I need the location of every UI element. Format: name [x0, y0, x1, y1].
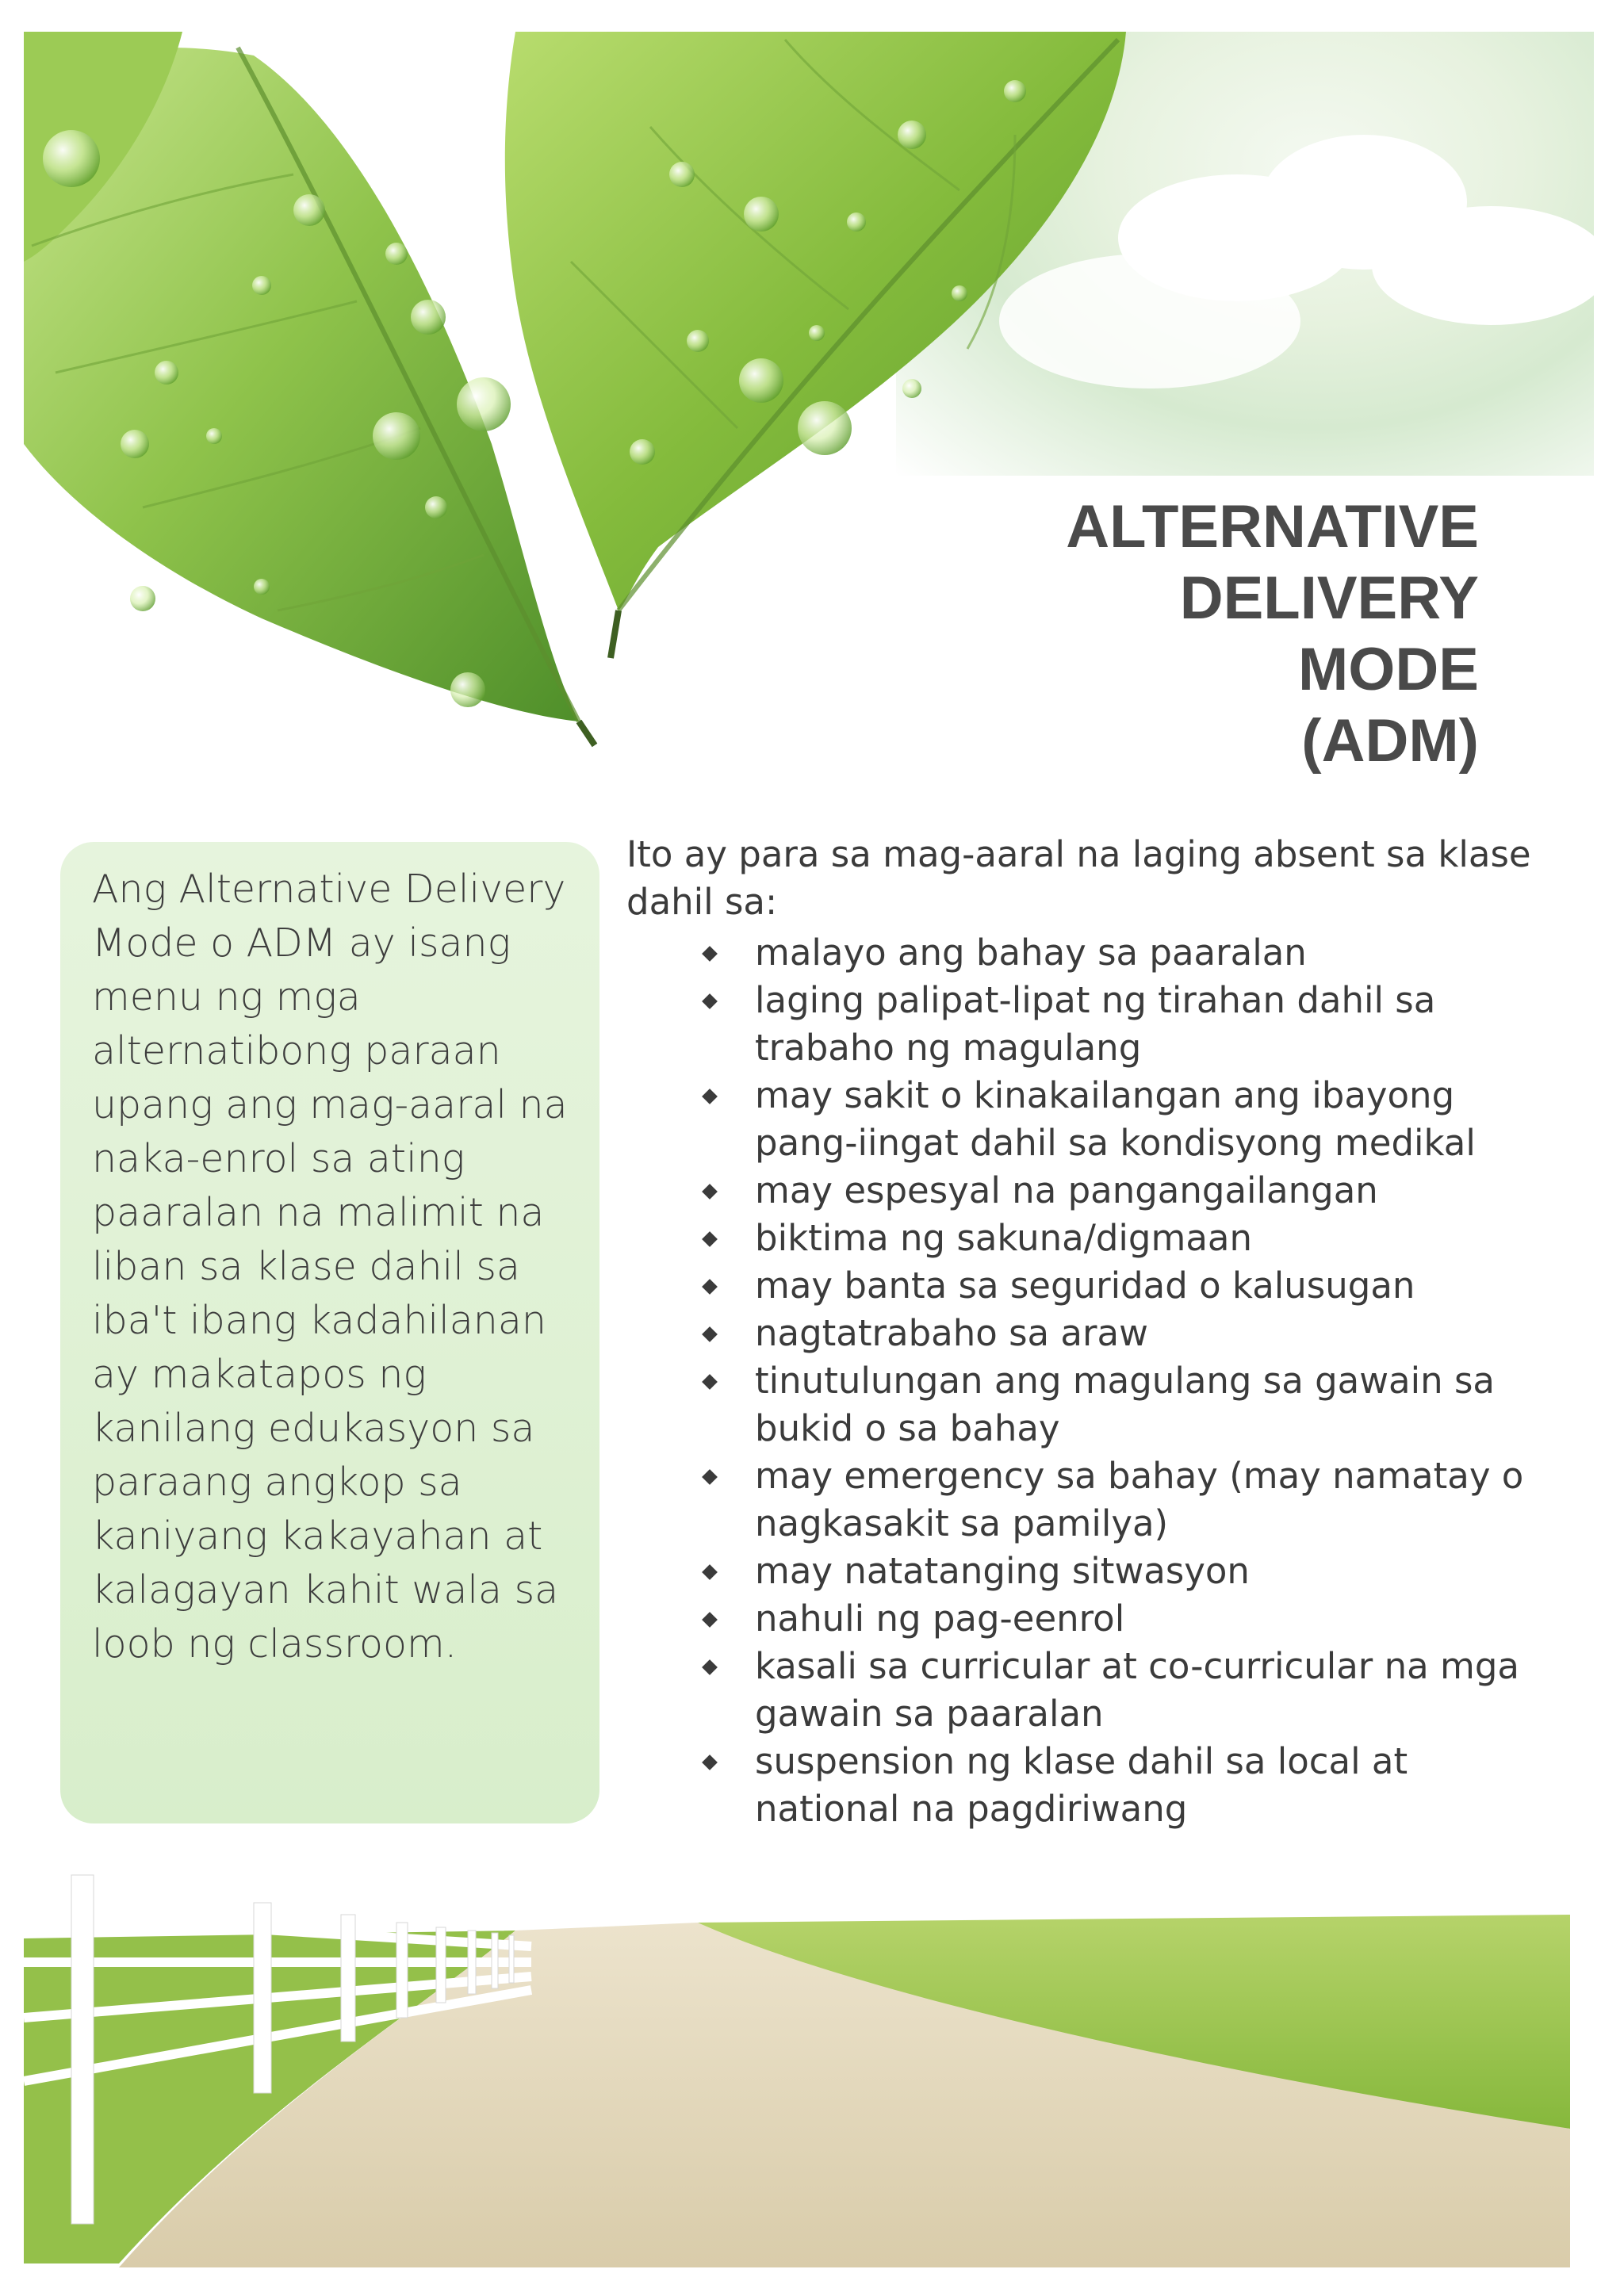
reasons-section	[626, 831, 1562, 1833]
diamond-bullet-icon	[702, 1469, 718, 1485]
reason-item	[745, 1310, 1562, 1357]
reason-text: biktima ng sakuna/digmaan	[755, 1217, 1252, 1259]
reason-text: nahuli ng pag-eenrol	[755, 1598, 1125, 1640]
reason-item	[745, 1262, 1562, 1310]
definition-box	[60, 842, 599, 1823]
title-line: (ADM)	[1301, 707, 1479, 775]
diamond-bullet-icon	[702, 1184, 718, 1200]
reason-text: may espesyal na pangangailangan	[755, 1169, 1378, 1211]
diamond-bullet-icon	[702, 1659, 718, 1675]
title-line: MODE	[1298, 636, 1479, 703]
reason-text: tinutulungan ang magulang sa gawain sa bukid o sa bahay	[755, 1360, 1495, 1449]
top-banner	[24, 32, 1594, 809]
reason-item	[745, 1548, 1562, 1595]
diamond-bullet-icon	[702, 1374, 718, 1390]
diamond-bullet-icon	[702, 993, 718, 1009]
flyer-page	[24, 32, 1594, 2267]
reason-item	[745, 1072, 1562, 1167]
reason-text: may emergency sa bahay (may namatay o nagkasakit sa pamilya)	[755, 1455, 1524, 1544]
road-fence-image	[24, 1772, 1594, 2267]
reason-item	[745, 1215, 1562, 1262]
reason-text: suspension ng klase dahil sa local at national na pagdiriwang	[755, 1740, 1408, 1830]
diamond-bullet-icon	[702, 1089, 718, 1104]
title-line: DELIVERY	[1179, 564, 1479, 632]
cloud-shape	[1372, 206, 1594, 325]
reason-item	[745, 929, 1562, 977]
reason-item	[745, 1595, 1562, 1643]
reason-item	[745, 1452, 1562, 1548]
diamond-bullet-icon	[702, 1231, 718, 1247]
definition-text: Ang Alternative Delivery Mode o ADM ay isang menu ng mga alternatibong paraan upang ang mag-aaral na naka-enrol sa ating paaralan na malimit na liban sa klase dahil sa iba't ibang kadahilanan ay makatapos ng kanilang edukasyon sa paraang angkop sa kaniyang kakayahan at kalagayan kahit wala sa loob ng classroom.	[92, 867, 568, 1667]
reason-item	[745, 1357, 1562, 1452]
reason-item	[745, 977, 1562, 1072]
reason-text: kasali sa curricular at co-curricular na mga gawain sa paaralan	[755, 1645, 1519, 1735]
title-line: ALTERNATIVE	[1066, 493, 1479, 561]
reason-text: malayo ang bahay sa paaralan	[755, 932, 1307, 974]
diamond-bullet-icon	[702, 1612, 718, 1628]
diamond-bullet-icon	[702, 1326, 718, 1342]
diamond-bullet-icon	[702, 1279, 718, 1295]
reason-item	[745, 1643, 1562, 1738]
diamond-bullet-icon	[702, 1755, 718, 1770]
reason-text: may sakit o kinakailangan ang ibayong pang-iingat dahil sa kondisyong medikal	[755, 1074, 1476, 1164]
reason-text: laging palipat-lipat ng tirahan dahil sa trabaho ng magulang	[755, 979, 1436, 1069]
reasons-intro: Ito ay para sa mag-aaral na laging absent sa klase dahil sa:	[626, 833, 1531, 923]
reason-item	[745, 1738, 1562, 1833]
reason-text: may banta sa seguridad o kalusugan	[755, 1265, 1415, 1307]
diamond-bullet-icon	[702, 946, 718, 962]
reason-item	[745, 1167, 1562, 1215]
reason-text: nagtatrabaho sa araw	[755, 1312, 1148, 1354]
diamond-bullet-icon	[702, 1564, 718, 1580]
document-title	[845, 492, 1479, 777]
reason-list	[626, 929, 1562, 1833]
reason-text: may natatanging sitwasyon	[755, 1550, 1250, 1592]
